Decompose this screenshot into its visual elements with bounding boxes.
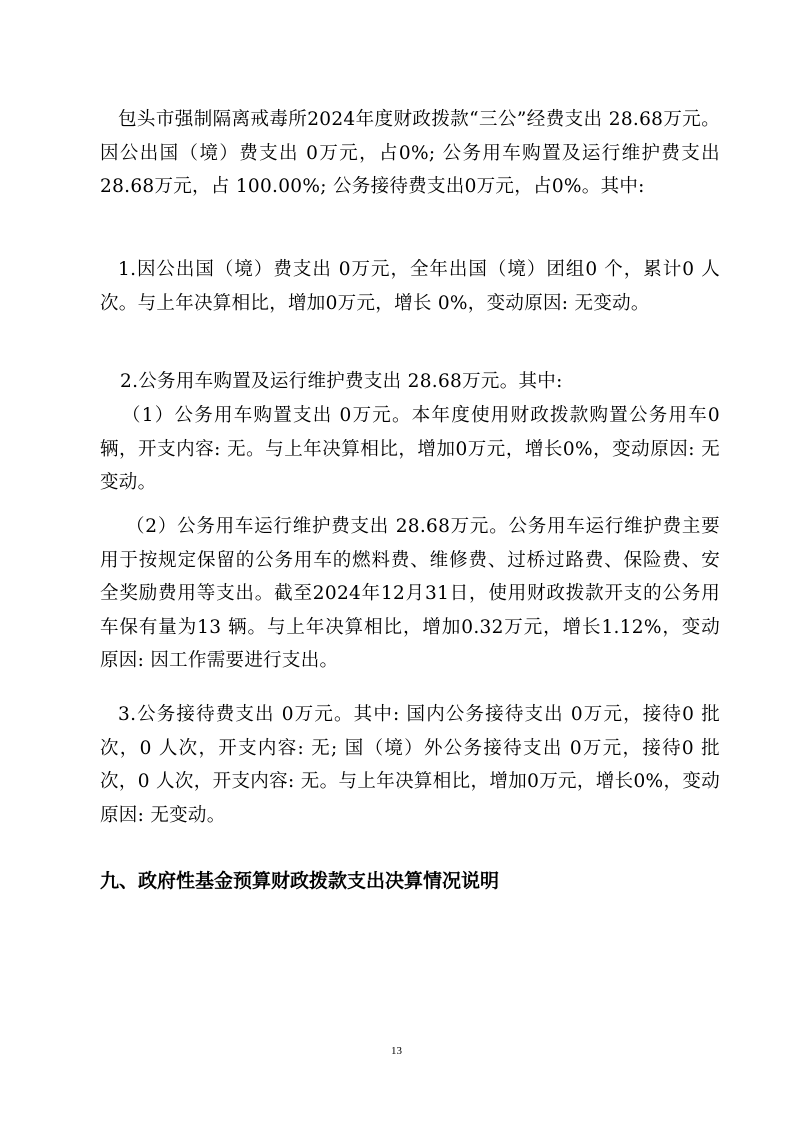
paragraph-vehicle-maintenance: （2）公务用车运行维护费支出 28.68万元。公务用车运行维护费主要用于按规定保留的公务用车的燃料费、维修费、过桥过路费、保险费、安全奖励费用等支出。截至2024年12月31日，使用财政拨款开支的公务用车保有量为13 辆。与上年决算相比，增加0.32万元，增长1.12%，变动原因: 因工作需要进行支出。 [100,516,720,671]
paragraph-reception-expenses: 3.公务接待费支出 0万元。其中: 国内公务接待支出 0万元，接待0 批次，0 人次，开支内容: 无; 国（境）外公务接待支出 0万元，接待0 批次，0 人次，开支内容: 无。与上年决算相比，增加0万元，增长0%，变动原因: 无变动。 [100,704,720,826]
section-heading: 九、政府性基金预算财政拨款支出决算情况说明 [100,870,500,892]
paragraph-vehicle-purchase: （1）公务用车购置支出 0万元。本年度使用财政拨款购置公务用车0 辆，开支内容: 无。与上年决算相比，增加0万元，增长0%，变动原因: 无变动。 [100,405,720,493]
paragraph-vehicle-expenses: 2.公务用车购置及运行维护费支出 28.68万元。其中: [120,371,563,392]
paragraph-overseas-travel: 1.因公出国（境）费支出 0万元，全年出国（境）团组0 个，累计0 人次。与上年决算相比，增加0万元，增长 0%，变动原因: 无变动。 [100,259,720,314]
page-number: 13 [391,1045,402,1057]
paragraph-three-public-summary: 包头市强制隔离戒毒所2024年度财政拨款“三公”经费支出 28.68万元。因公出国（境）费支出 0万元，占0%; 公务用车购置及运行维护费支出 28.68万元，占 100.00%; 公务接待费支出0万元，占0%。其中: [100,109,720,197]
